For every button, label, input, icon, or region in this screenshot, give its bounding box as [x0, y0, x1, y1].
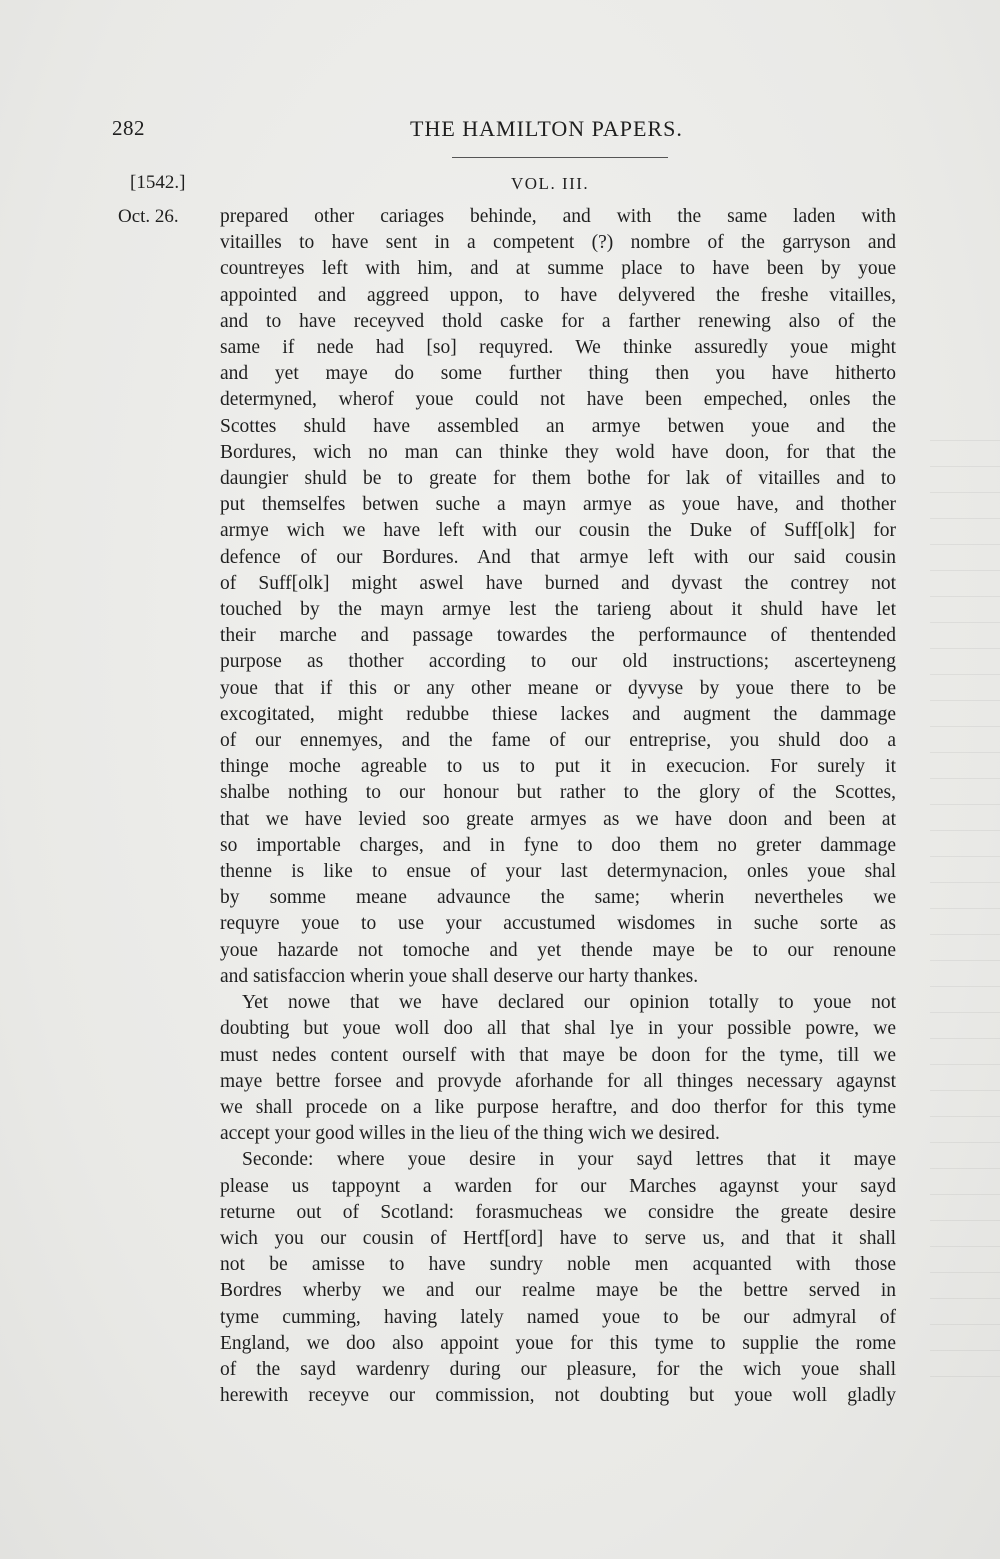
text-line: accept your good willes in the lieu of the thing wich we desired. [220, 1123, 720, 1145]
text-line: Bordres wherby we and our realme maye be the bettre served in [220, 1280, 896, 1302]
text-line: countreyes left with him, and at summe place to have been by youe [220, 258, 896, 280]
text-line: Bordures, wich no man can thinke they wold have doon, for that the [220, 441, 896, 463]
text-line: and to have receyved thold caske for a farther renewing also of the [220, 310, 896, 332]
text-line: tyme cumming, having lately named youe to be our admyral of [220, 1306, 896, 1328]
text-line: appointed and aggreed uppon, to have delyvered the freshe vitailles, [220, 284, 896, 306]
text-line: England, we doo also appoint youe for this tyme to supplie the rome [220, 1332, 896, 1354]
text-line: maye bettre forsee and provyde aforhande for all thinges necessary agaynst [220, 1070, 896, 1092]
text-line: purpose as thother according to our old instructions; ascerteyneng [220, 651, 896, 673]
text-line: by somme meane advaunce the same; wherin nevertheles we [220, 887, 896, 909]
text-line: and yet maye do some further thing then you have hitherto [220, 363, 896, 385]
running-title: THE HAMILTON PAPERS. [410, 116, 683, 141]
text-line: and satisfaccion wherin youe shall deserve our harty thankes. [220, 965, 699, 987]
text-line: please us tappoynt a warden for our Marches agaynst your sayd [220, 1175, 896, 1197]
text-line: put themselfes betwen suche a mayn armye as youe have, and thother [220, 494, 896, 516]
text-line: same if nede had [so] requyred. We thinke assuredly youe might [220, 337, 896, 359]
text-line: thenne is like to ensue of your last determynacion, onles youe shal [220, 861, 896, 883]
text-line: of the sayd wardenry during our pleasure, for the wich youe shall [220, 1358, 896, 1380]
text-line: youe hazarde not tomoche and yet thende maye be to our renoune [220, 939, 896, 961]
text-line: must nedes content ourself with that maye be doon for the tyme, till we [220, 1044, 896, 1066]
text-line: that we have levied soo greate armyes as we have doon and been at [220, 808, 896, 830]
text-line: determyned, wherof youe could not have been empeched, onles the [220, 389, 896, 411]
text-line: touched by the mayn armye lest the tarieng about it shuld have let [220, 599, 896, 621]
text-line: of Suff[olk] might aswel have burned and dyvast the contrey not [220, 572, 896, 594]
text-line: shalbe nothing to our honour but rather to the glory of the Scottes, [220, 782, 896, 804]
text-line: thinge moche agreable to us to put it in execucion. For surely it [220, 756, 896, 778]
text-line: Scottes shuld have assembled an armye betwen youe and the [220, 415, 896, 437]
volume-label: VOL. III. [511, 174, 590, 193]
text-line: vitailles to have sent in a competent (?) nombre of the garryson and [220, 232, 896, 254]
text-line: defence of our Bordures. And that armye left with our said cousin [220, 546, 896, 568]
text-line: not be amisse to have sundry noble men acquanted with those [220, 1254, 896, 1276]
text-line: daungier shuld be to greate for them bothe for lak of vitailles and to [220, 468, 896, 490]
margin-date: Oct. 26. [118, 206, 179, 227]
text-line: their marche and passage towardes the performaunce of thentended [220, 625, 896, 647]
text-line: Yet nowe that we have declared our opinion totally to youe not [242, 992, 896, 1014]
text-line: doubting but youe woll doo all that shal lye in your possible powre, we [220, 1018, 896, 1040]
text-line: prepared other cariages behinde, and with the same laden with [220, 206, 896, 227]
text-line: so importable charges, and in fyne to doo them no greter dammage [220, 834, 896, 856]
body-text [220, 204, 896, 1409]
body-paragraph [220, 990, 896, 1147]
text-line: youe that if this or any other meane or dyvyse by youe there to be [220, 677, 896, 699]
text-line: herewith receyve our commission, not doubting but youe woll gladly [220, 1385, 896, 1407]
page-number: 282 [112, 116, 145, 140]
text-line: requyre youe to use your accustumed wisdomes in suche sorte as [220, 913, 896, 935]
show-through-bleed [930, 440, 1000, 1390]
header-rule [452, 157, 668, 158]
margin-year: [1542.] [130, 172, 186, 193]
text-line: Seconde: where youe desire in your sayd lettres that it maye [242, 1149, 896, 1171]
text-line: excogitated, might redubbe thiese lackes and augment the dammage [220, 703, 896, 725]
body-paragraph [220, 1147, 896, 1409]
text-line: returne out of Scotland: forasmucheas we considre the greate desire [220, 1201, 896, 1223]
text-line: we shall procede on a like purpose heraftre, and doo therfor for this tyme [220, 1096, 896, 1118]
body-paragraph [220, 204, 896, 990]
text-line: armye wich we have left with our cousin the Duke of Suff[olk] for [220, 520, 896, 542]
text-line: of our ennemyes, and the fame of our entreprise, you shuld doo a [220, 730, 896, 752]
text-line: wich you our cousin of Hertf[ord] have to serve us, and that it shall [220, 1227, 896, 1249]
